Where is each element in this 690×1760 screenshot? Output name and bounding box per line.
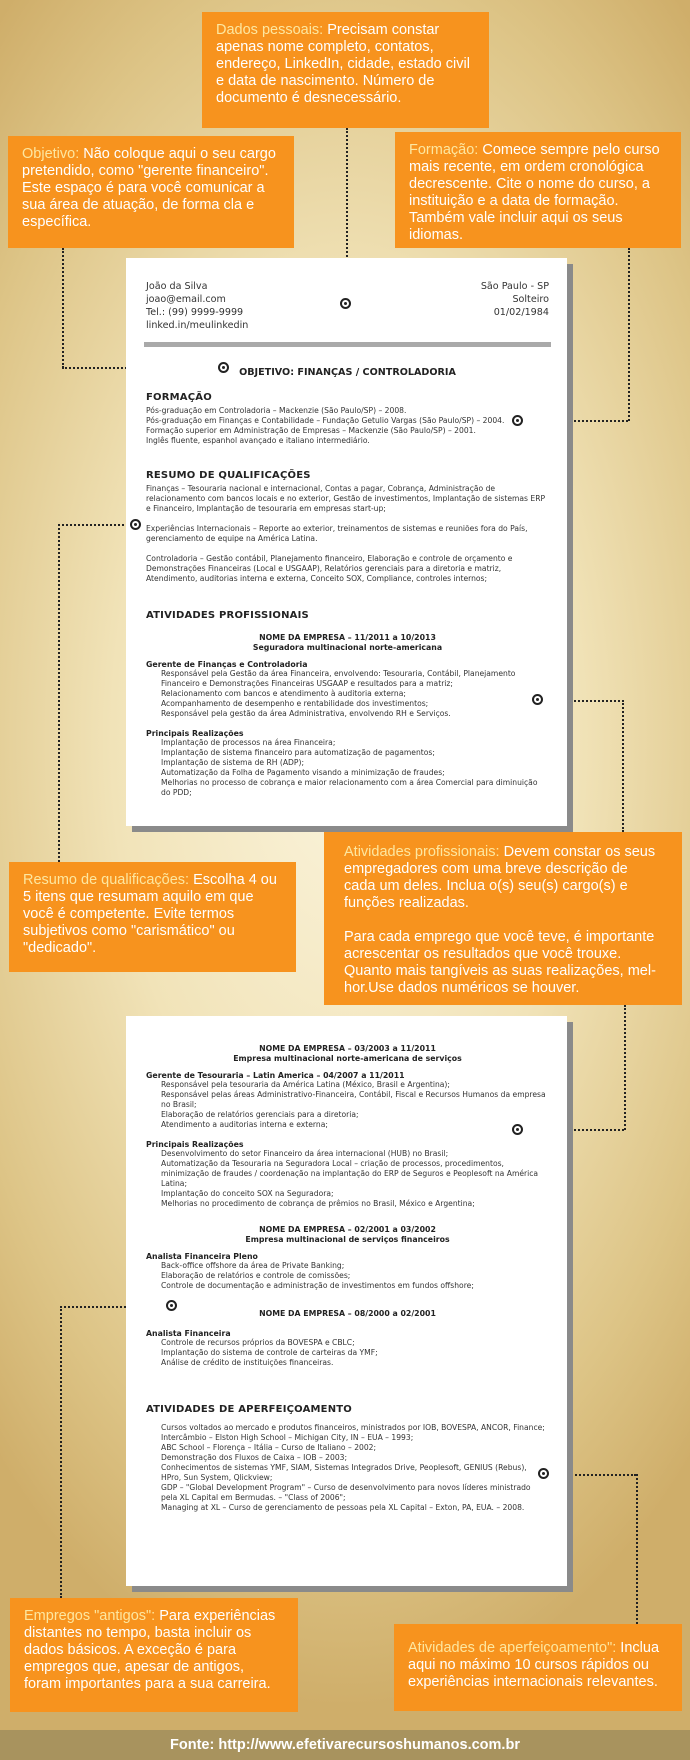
achievement-item: Automatização da Folha de Pagamento visando a minimização de fraudes; [161,768,445,777]
contact-block [146,280,248,332]
achievement-item: Implantação de processos na área Financeira; [161,738,336,747]
section-title: ATIVIDADES PROFISSIONAIS [146,610,309,621]
aperf-item: Managing at XL – Curso de gerenciamento de pessoas pela XL Capital – Exton, PA, EUA. – 2008. [161,1503,525,1512]
marker-antigos [166,1300,177,1311]
marker-resumo [130,519,141,530]
role-item: Relacionamento com bancos e atendimento à auditoria externa; [161,689,406,698]
achievements-list [146,738,549,798]
role-item: Acompanhamento de desempenho e rentabilidade dos investimentos; [161,699,429,708]
leader-formacao-v [628,248,630,421]
job-heading: NOME DA EMPRESA – 03/2003 a 11/2011 [259,1044,436,1053]
role-item: Análise de crédito de instituições financeiras. [161,1358,334,1367]
job-heading: NOME DA EMPRESA – 11/2011 a 10/2013 [259,633,436,642]
callout-resumo [9,862,296,972]
resumo-item: Controladoria – Gestão contábil, Planejamento financeiro, Elaboração e controle de orçamento e Demonstrações Financeiras (Local e USGAAP), Relatórios gerenciais para a diretoria e matriz, Atendimento, auditorias interna e externa, Conceito SOX, Compliance, controles internos; [146,554,513,583]
achievement-item: Implantação de sistema financeiro para automatização de pagamentos; [161,748,435,757]
role-item: Back-office offshore da área de Private Banking; [161,1261,345,1270]
role-list [146,669,549,719]
callout-title: Empregos "antigos": [24,1608,156,1624]
callout-text: Inclua aqui no máximo 10 cursos rápidos ou experiências internacionais relevantes. [408,1640,660,1690]
marker-atividades-2 [512,1124,523,1135]
callout-title: Objetivo: [22,146,80,162]
callout-dados-pessoais [202,12,489,128]
formacao-list [146,406,549,446]
marker-atividades [532,694,543,705]
job-heading: NOME DA EMPRESA – 08/2000 a 02/2001 [259,1309,436,1318]
role-list [146,1261,549,1291]
resumo-item: Finanças – Tesouraria nacional e internacional, Contas a pagar, Cobrança, Administração de relacionamento com bancos locais e no exterior, Gestão de investimentos, Implantação de sistemas ERP e Financeiro, Implantação de tesouraria em empresas start-up; [146,484,546,513]
aperf-item: GDP – "Global Development Program" – Curso de desenvolvimento para novos líderes ministrado pela XL Capital em Bermudas. – "Class of 2006"; [161,1483,531,1502]
callout-objetivo [8,136,294,248]
leader-objetivo-v [62,248,64,368]
section-resumo [146,470,549,584]
resumo-item: Experiências Internacionais – Reporte ao exterior, treinamentos de sistemas e reuniões fora do País, gerenciamento de equipe na América Latina. [146,524,528,543]
achievement-item: Implantação de sistema de RH (ADP); [161,758,305,767]
section-title: FORMAÇÃO [146,392,212,403]
leader-atividades-v [622,700,624,832]
name: João da Silva [146,281,208,292]
role-list [146,1338,549,1368]
aperf-item: Demonstração dos Fluxos de Caixa – IOB – 2003; [161,1453,348,1462]
callout-title: Formação: [409,142,479,158]
leader-antigos-v [60,1306,62,1598]
job-role: Analista Financeira [146,1329,231,1338]
achievement-item: Melhorias no procedimento de cobrança de prêmios no Brasil, México e Argentina; [161,1199,475,1208]
location-block [481,280,549,332]
achievement-item: Implantação do conceito SOX na Seguradora; [161,1189,334,1198]
section-title: RESUMO DE QUALIFICAÇÕES [146,470,311,481]
job-role: Analista Financeira Pleno [146,1252,258,1261]
marker-dados [340,298,351,309]
formacao-item: Pós-graduação em Controladoria – Mackenzie (São Paulo/SP) – 2008. [146,406,407,415]
linkedin: linked.in/meulinkedin [146,320,249,331]
job-subheading: Seguradora multinacional norte-americana [252,643,443,652]
formacao-item: Inglês fluente, espanhol avançado e italiano intermediário. [146,436,370,445]
callout-text: Não coloque aqui o seu cargo pretendido, como "gerente financeiro". Este espaço é para você comunicar a sua área de atuação, de forma cla e específica. [22,146,276,230]
objective: OBJETIVO: FINANÇAS / CONTROLADORIA [239,367,456,378]
role-item: Implantação do sistema de controle de carteiras da YMF; [161,1348,378,1357]
role-item: Responsável pelas áreas Administrativo-Financeira, Contábil, Fiscal e Recursos Humanos da empresa no Brasil; [161,1090,546,1109]
leader-atividades2-v [624,1005,626,1130]
achievement-item: Desenvolvimento do setor Financeiro da área internacional (HUB) no Brasil; [161,1149,449,1158]
role-list [146,1080,549,1130]
callout-empregos-antigos [10,1598,298,1712]
achievement-item: Melhorias no processo de cobrança e maior relacionamento com a área Comercial para diminuição do PDD; [161,778,538,797]
callout-aperfeicoamento [394,1624,682,1711]
aperf-item: Cursos voltados ao mercado e produtos financeiros, ministrados por IOB, BOVESPA, ANCOR, Finance; [161,1423,545,1432]
callout-text: Escolha 4 ou 5 itens que resumam aquilo em que você é competente. Evite termos subjetivos como "carismático" ou "dedicado". [23,872,277,956]
role-item: Controle de recursos próprios da BOVESPA e CBLC; [161,1338,355,1347]
section-atividades [146,610,549,798]
resume-page-1 [126,258,567,826]
achievements-title: Principais Realizações [146,729,244,738]
job-role: Gerente de Finanças e Controladoria [146,660,308,669]
role-item: Elaboração de relatórios gerenciais para a diretoria; [161,1110,359,1119]
formacao-item: Formação superior em Administração de Empresas – Mackenzie (São Paulo/SP) – 2001. [146,426,476,435]
callout-formacao [395,132,681,248]
aperf-item: ABC School – Florença – Itália – Curso de Italiano – 2002; [161,1443,377,1452]
role-item: Elaboração de relatórios e controle de comissões; [161,1271,351,1280]
birth-date: 01/02/1984 [493,307,549,318]
callout-title: Resumo de qualificações: [23,872,190,888]
role-item: Responsável pela tesouraria da América Latina (México, Brasil e Argentina); [161,1080,450,1089]
marker-formacao [512,415,523,426]
city: São Paulo - SP [480,281,549,292]
civil-status: Solteiro [512,294,549,305]
callout-title: Dados pessoais: [216,22,324,38]
marker-aperf [538,1468,549,1479]
job-subheading: Empresa multinacional norte-americana de serviços [233,1054,462,1063]
callout-text: Comece sempre pelo curso mais recente, em ordem cronológica decrescente. Cite o nome do curso, a instituição e a data de formação. Também vale incluir aqui os seus idiomas. [409,142,660,243]
resume-page-2 [126,1016,567,1586]
role-item: Responsável pela Gestão da área Financeira, envolvendo: Tesouraria, Contábil, Planejamento Financeiro e Demonstrações Financeiras USGAAP e resultados para a matriz; [161,669,516,688]
job-subheading: Empresa multinacional de serviços financeiros [245,1235,450,1244]
section-formacao [146,392,549,446]
job-role: Gerente de Tesouraria – Latin America – 04/2007 a 11/2011 [146,1071,405,1080]
callout-text: Precisam constar apenas nome completo, contatos, endereço, LinkedIn, cidade, estado civil e data de nascimento. Número de documento é desnecessário. [216,22,470,106]
role-item: Controle de documentação e administração de investimentos em fundos offshore; [161,1281,474,1290]
section-title: ATIVIDADES DE APERFEIÇOAMENTO [146,1404,353,1415]
leader-resumo-h [58,524,136,526]
callout-title: Atividades profissionais: [344,844,500,860]
aperf-list [146,1423,549,1513]
email: joao@email.com [146,294,226,305]
source-footer: Fonte: http://www.efetivarecursoshumanos.com.br [0,1730,690,1760]
phone: Tel.: (99) 9999-9999 [146,307,244,318]
aperf-item: Intercâmbio – Elston High School – Michigan City, IN – EUA – 1993; [161,1433,414,1442]
callout-atividades [324,832,682,1005]
leader-resumo-v [58,524,60,862]
job-heading: NOME DA EMPRESA – 02/2001 a 03/2002 [259,1225,436,1234]
callout-text: Para experiências distantes no tempo, basta incluir os dados básicos. A exceção é para empregos que, apesar de antigos, foram importantes para a sua carreira. [24,1608,276,1692]
callout-title: Atividades de aperfeiçoamento": [408,1640,617,1656]
achievement-item: Automatização da Tesouraria na Seguradora Local – criação de processos, procedimentos, minimização de fraudes / coordenação na implantação do ERP de Seguros e Peoplesoft na América Latina; [161,1159,539,1188]
achievements-list [146,1149,549,1209]
marker-objetivo [218,362,229,373]
achievements-title: Principais Realizações [146,1140,244,1149]
leader-aperf-v [636,1474,638,1624]
callout-text: Devem constar os seus empregadores com uma breve descrição de cada um deles. Inclua o(s) seu(s) cargo(s) e funções realizadas. [344,844,656,911]
aperf-item: Conhecimentos de sistemas YMF, SIAM, Sistemas Integrados Drive, Peoplesoft, GENIUS (Rebus), HPro, Sun System, Qlickview; [161,1463,527,1482]
role-item: Atendimento a auditorias interna e externa; [161,1120,328,1129]
header-divider [144,342,551,347]
role-item: Responsável pela gestão da área Administrativa, envolvendo RH e Serviços. [161,709,451,718]
callout-text-2: Para cada emprego que você teve, é importante acrescentar os resultados que você trouxe. Quanto mais tangíveis as suas realizações, mel-hor.Use dados numéricos se houver. [344,929,656,996]
formacao-item: Pós-graduação em Finanças e Contabilidade – Fundação Getulio Vargas (São Paulo/SP) – 2004. [146,416,505,425]
